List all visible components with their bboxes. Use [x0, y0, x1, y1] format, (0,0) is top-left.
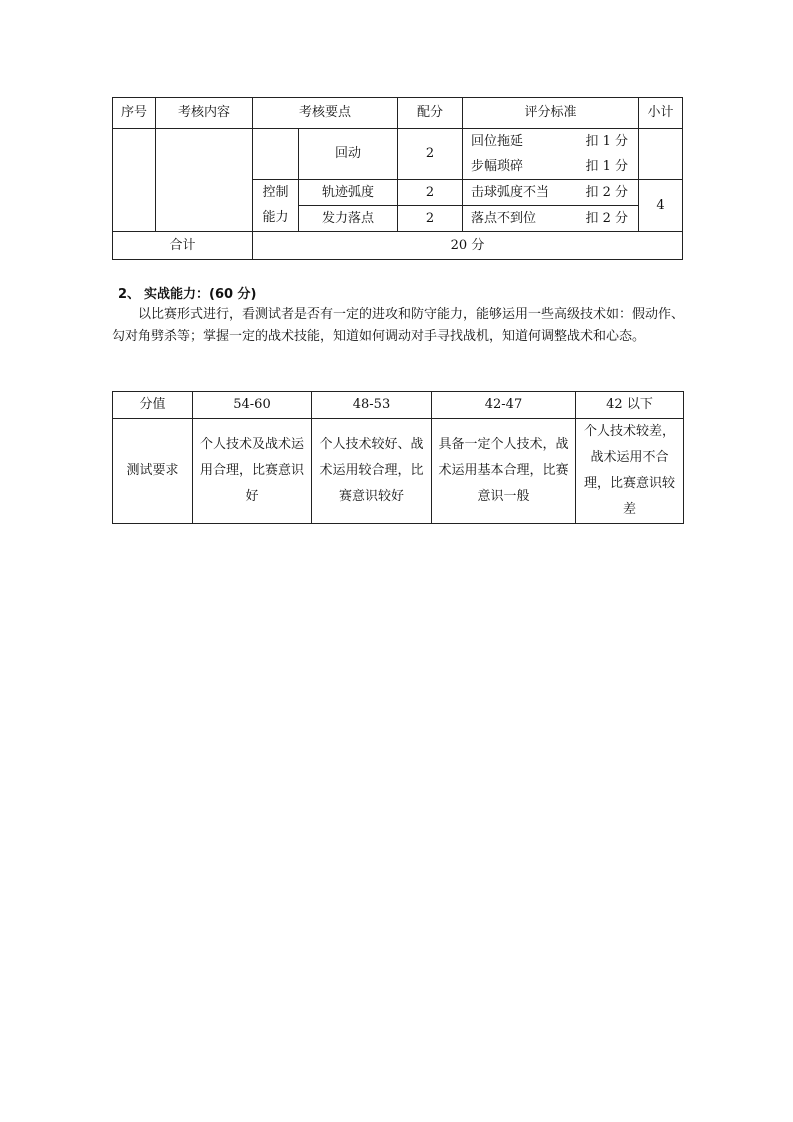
criteria-text: 击球弧度不当	[471, 184, 550, 200]
section-heading	[118, 283, 257, 302]
criteria-text: 回位拖延	[471, 133, 524, 149]
header-points: 考核要点	[253, 98, 398, 129]
score-cell: 2	[398, 129, 463, 180]
header-range: 48-53	[312, 392, 432, 419]
requirement-cell: 个人技术较好、战术运用较合理，比赛意识较好	[312, 419, 432, 524]
section-paragraph: 以比赛形式进行，看测试者是否有一定的进攻和防守能力，能够运用一些高级技术如：假动作、勾对角劈杀等；掌握一定的战术技能，知道如何调动对手寻找战机，知道何调整战术和心态。	[112, 307, 685, 344]
criteria-cell	[463, 206, 639, 232]
header-score: 配分	[398, 98, 463, 129]
subtotal-cell-empty	[639, 129, 683, 180]
total-value: 20 分	[253, 232, 683, 260]
section-number: 2、	[118, 287, 141, 302]
score-cell: 2	[398, 180, 463, 206]
criteria-cell	[463, 180, 639, 206]
header-subtotal: 小计	[639, 98, 683, 129]
row-label: 测试要求	[113, 419, 193, 524]
subtotal-cell: 4	[639, 180, 683, 232]
table-header-row	[113, 392, 684, 419]
point-cell: 发力落点	[299, 206, 398, 232]
criteria-deduct: 扣 1 分	[585, 133, 629, 149]
requirement-cell: 个人技术较差，战术运用不合理，比赛意识较差	[576, 419, 684, 524]
score-cell: 2	[398, 206, 463, 232]
header-seq: 序号	[113, 98, 156, 129]
category-cell-line2: 能力	[253, 206, 299, 232]
point-cell: 轨迹弧度	[299, 180, 398, 206]
total-row	[113, 232, 683, 260]
criteria-deduct: 扣 2 分	[585, 184, 629, 200]
criteria-deduct: 扣 1 分	[585, 158, 629, 174]
criteria-text: 步幅琐碎	[471, 158, 524, 174]
header-score-label: 分值	[113, 392, 193, 419]
section-title: 实战能力：(60 分)	[144, 287, 257, 302]
category-cell-empty	[253, 129, 299, 180]
criteria-cell	[463, 154, 639, 180]
content-cell	[156, 129, 253, 232]
requirement-cell: 个人技术及战术运用合理，比赛意识好	[193, 419, 312, 524]
header-criteria: 评分标准	[463, 98, 639, 129]
criteria-cell	[463, 129, 639, 155]
criteria-deduct: 扣 2 分	[585, 210, 629, 226]
category-cell-line1: 控制	[253, 180, 299, 206]
header-range: 42-47	[432, 392, 576, 419]
table-header-row	[113, 98, 683, 129]
requirement-cell: 具备一定个人技术，战术运用基本合理，比赛意识一般	[432, 419, 576, 524]
point-cell: 回动	[299, 129, 398, 180]
header-range: 42 以下	[576, 392, 684, 419]
requirements-table	[112, 391, 684, 524]
table-row	[113, 419, 684, 524]
total-label: 合计	[113, 232, 253, 260]
header-content: 考核内容	[156, 98, 253, 129]
criteria-text: 落点不到位	[471, 210, 537, 226]
table-row	[113, 129, 683, 155]
seq-cell	[113, 129, 156, 232]
scoring-table	[112, 97, 683, 260]
header-range: 54-60	[193, 392, 312, 419]
